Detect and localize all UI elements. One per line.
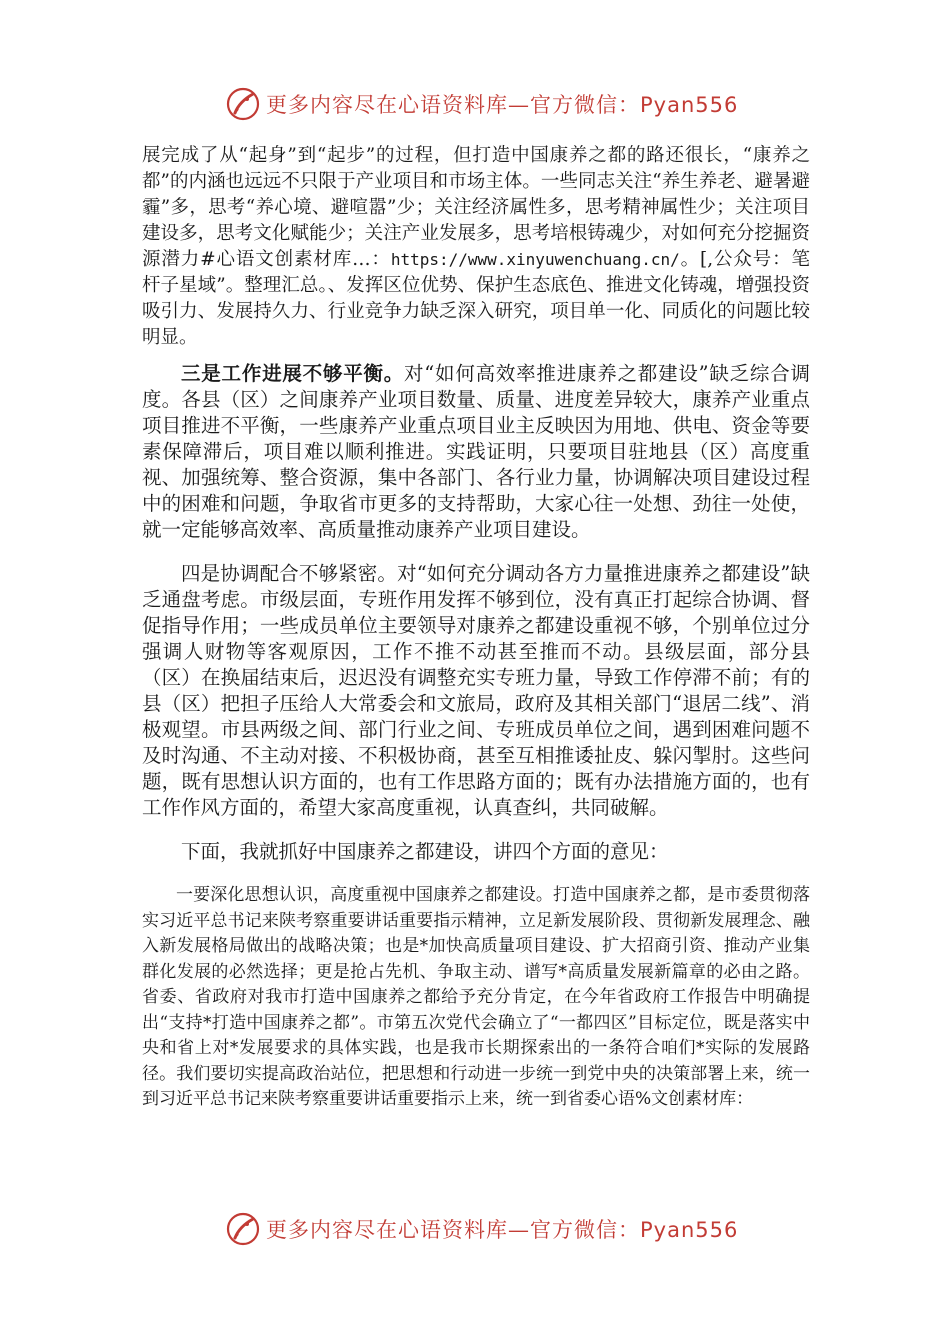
paragraph-5: 一要深化思想认识，高度重视中国康养之都建设。打造中国康养之都，是市委贯彻落实习近平总书记来陕考察重要讲话重要指示精神，立足新发展阶段、贯彻新发展理念、融入新发展格局做出的战略决策；也是*加快高质量项目建设、扩大招商引资、推动产业集群化发展的必然选择；更是抢占先机、争取主动、谱写*高质量发展新篇章的必由之路。省委、省政府对我市打造中国康养之都给予充分肯定，在今年省政府工作报告中明确提出“支持*打造中国康养之都”。市第五次党代会确立了“一都四区”目标定位，既是落实中央和省上对*发展要求的具体实践，也是我市长期探索出的一条符合咱们*实际的发展路径。我们要切实提高政治站位，把思想和行动进一步统一到党中央的决策部署上来，统一到习近平总书记来陕考察重要讲话重要指示上来，统一到省委心语%文创素材库： xyxy=(142,885,810,1109)
banner-text: 更多内容尽在心语资料库—官方微信：Pyan556 xyxy=(266,93,739,117)
banner-text-bottom: 更多内容尽在心语资料库—官方微信：Pyan556 xyxy=(266,1218,739,1242)
header-banner xyxy=(0,84,950,124)
url-text: https://www.xinyuwenchuang.cn/ xyxy=(390,250,680,269)
wechat-id-bottom: Pyan556 xyxy=(640,1218,739,1242)
pen-logo-icon xyxy=(226,87,260,121)
document-body xyxy=(142,143,810,1113)
wechat-id: Pyan556 xyxy=(640,93,739,117)
banner-inner xyxy=(226,86,738,122)
paragraph-2-heading: 三是工作进展不够平衡。 xyxy=(181,362,405,385)
paragraph-2: 三是工作进展不够平衡。对“如何高效率推进康养之都建设”缺乏综合调度。各县（区）之间康养产业项目数量、质量、进度差异较大，康养产业重点项目推进不平衡，一些康养产业重点项目业主反映因为用地、供电、资金等要素保障滞后，项目难以顺利推进。实践证明，只要项目驻地县（区）高度重视、加强统筹、整合资源，集中各部门、各行业力量，协调解决项目建设过程中的困难和问题，争取省市更多的支持帮助，大家心往一处想、劲往一处使，就一定能够高效率、高质量推动康养产业项目建设。 xyxy=(142,362,810,541)
paragraph-3: 四是协调配合不够紧密。对“如何充分调动各方力量推进康养之都建设”缺乏通盘考虑。市级层面，专班作用发挥不够到位，没有真正打起综合协调、督促指导作用；一些成员单位主要领导对康养之都建设重视不够，个别单位过分强调人财物等客观原因，工作不推不动甚至推而不动。县级层面，部分县（区）在换届结束后，迟迟没有调整充实专班力量，导致工作停滞不前；有的县（区）把担子压给人大常委会和文旅局，政府及其相关部门“退居二线”、消极观望。市县两级之间、部门行业之间、专班成员单位之间，遇到困难问题不及时沟通、不主动对接、不积极协商，甚至互相推诿扯皮、躲闪掣肘。这些问题，既有思想认识方面的，也有工作思路方面的；既有办法措施方面的，也有工作作风方面的，希望大家高度重视，认真查纠，共同破解。 xyxy=(142,562,810,819)
footer-banner xyxy=(0,1209,950,1249)
pen-logo-icon xyxy=(226,1212,260,1246)
paragraph-4: 下面，我就抓好中国康养之都建设，讲四个方面的意见： xyxy=(181,840,669,863)
paragraph-1: 展完成了从“起身”到“起步”的过程，但打造中国康养之都的路还很长，“康养之都”的内涵也远远不只限于产业项目和市场主体。一些同志关注“养生养老、避暑避霾”多，思考“养心境、避喧嚣”少；关注经济属性多，思考精神属性少；关注项目建设多，思考文化赋能少；关注产业发展多，思考培根铸魂少，对如何充分挖掘资源潜力#心语文创素材库…：https://www.xinyuwenchuang.cn/。[,公众号：笔杆子星域”。整理汇总。、发挥区位优势、保护生态底色、推进文化铸魂，增强投资吸引力、发展持久力、行业竞争力缺乏深入研究，项目单一化、同质化的问题比较明显。 xyxy=(142,145,810,348)
banner-inner-bottom xyxy=(226,1211,738,1247)
